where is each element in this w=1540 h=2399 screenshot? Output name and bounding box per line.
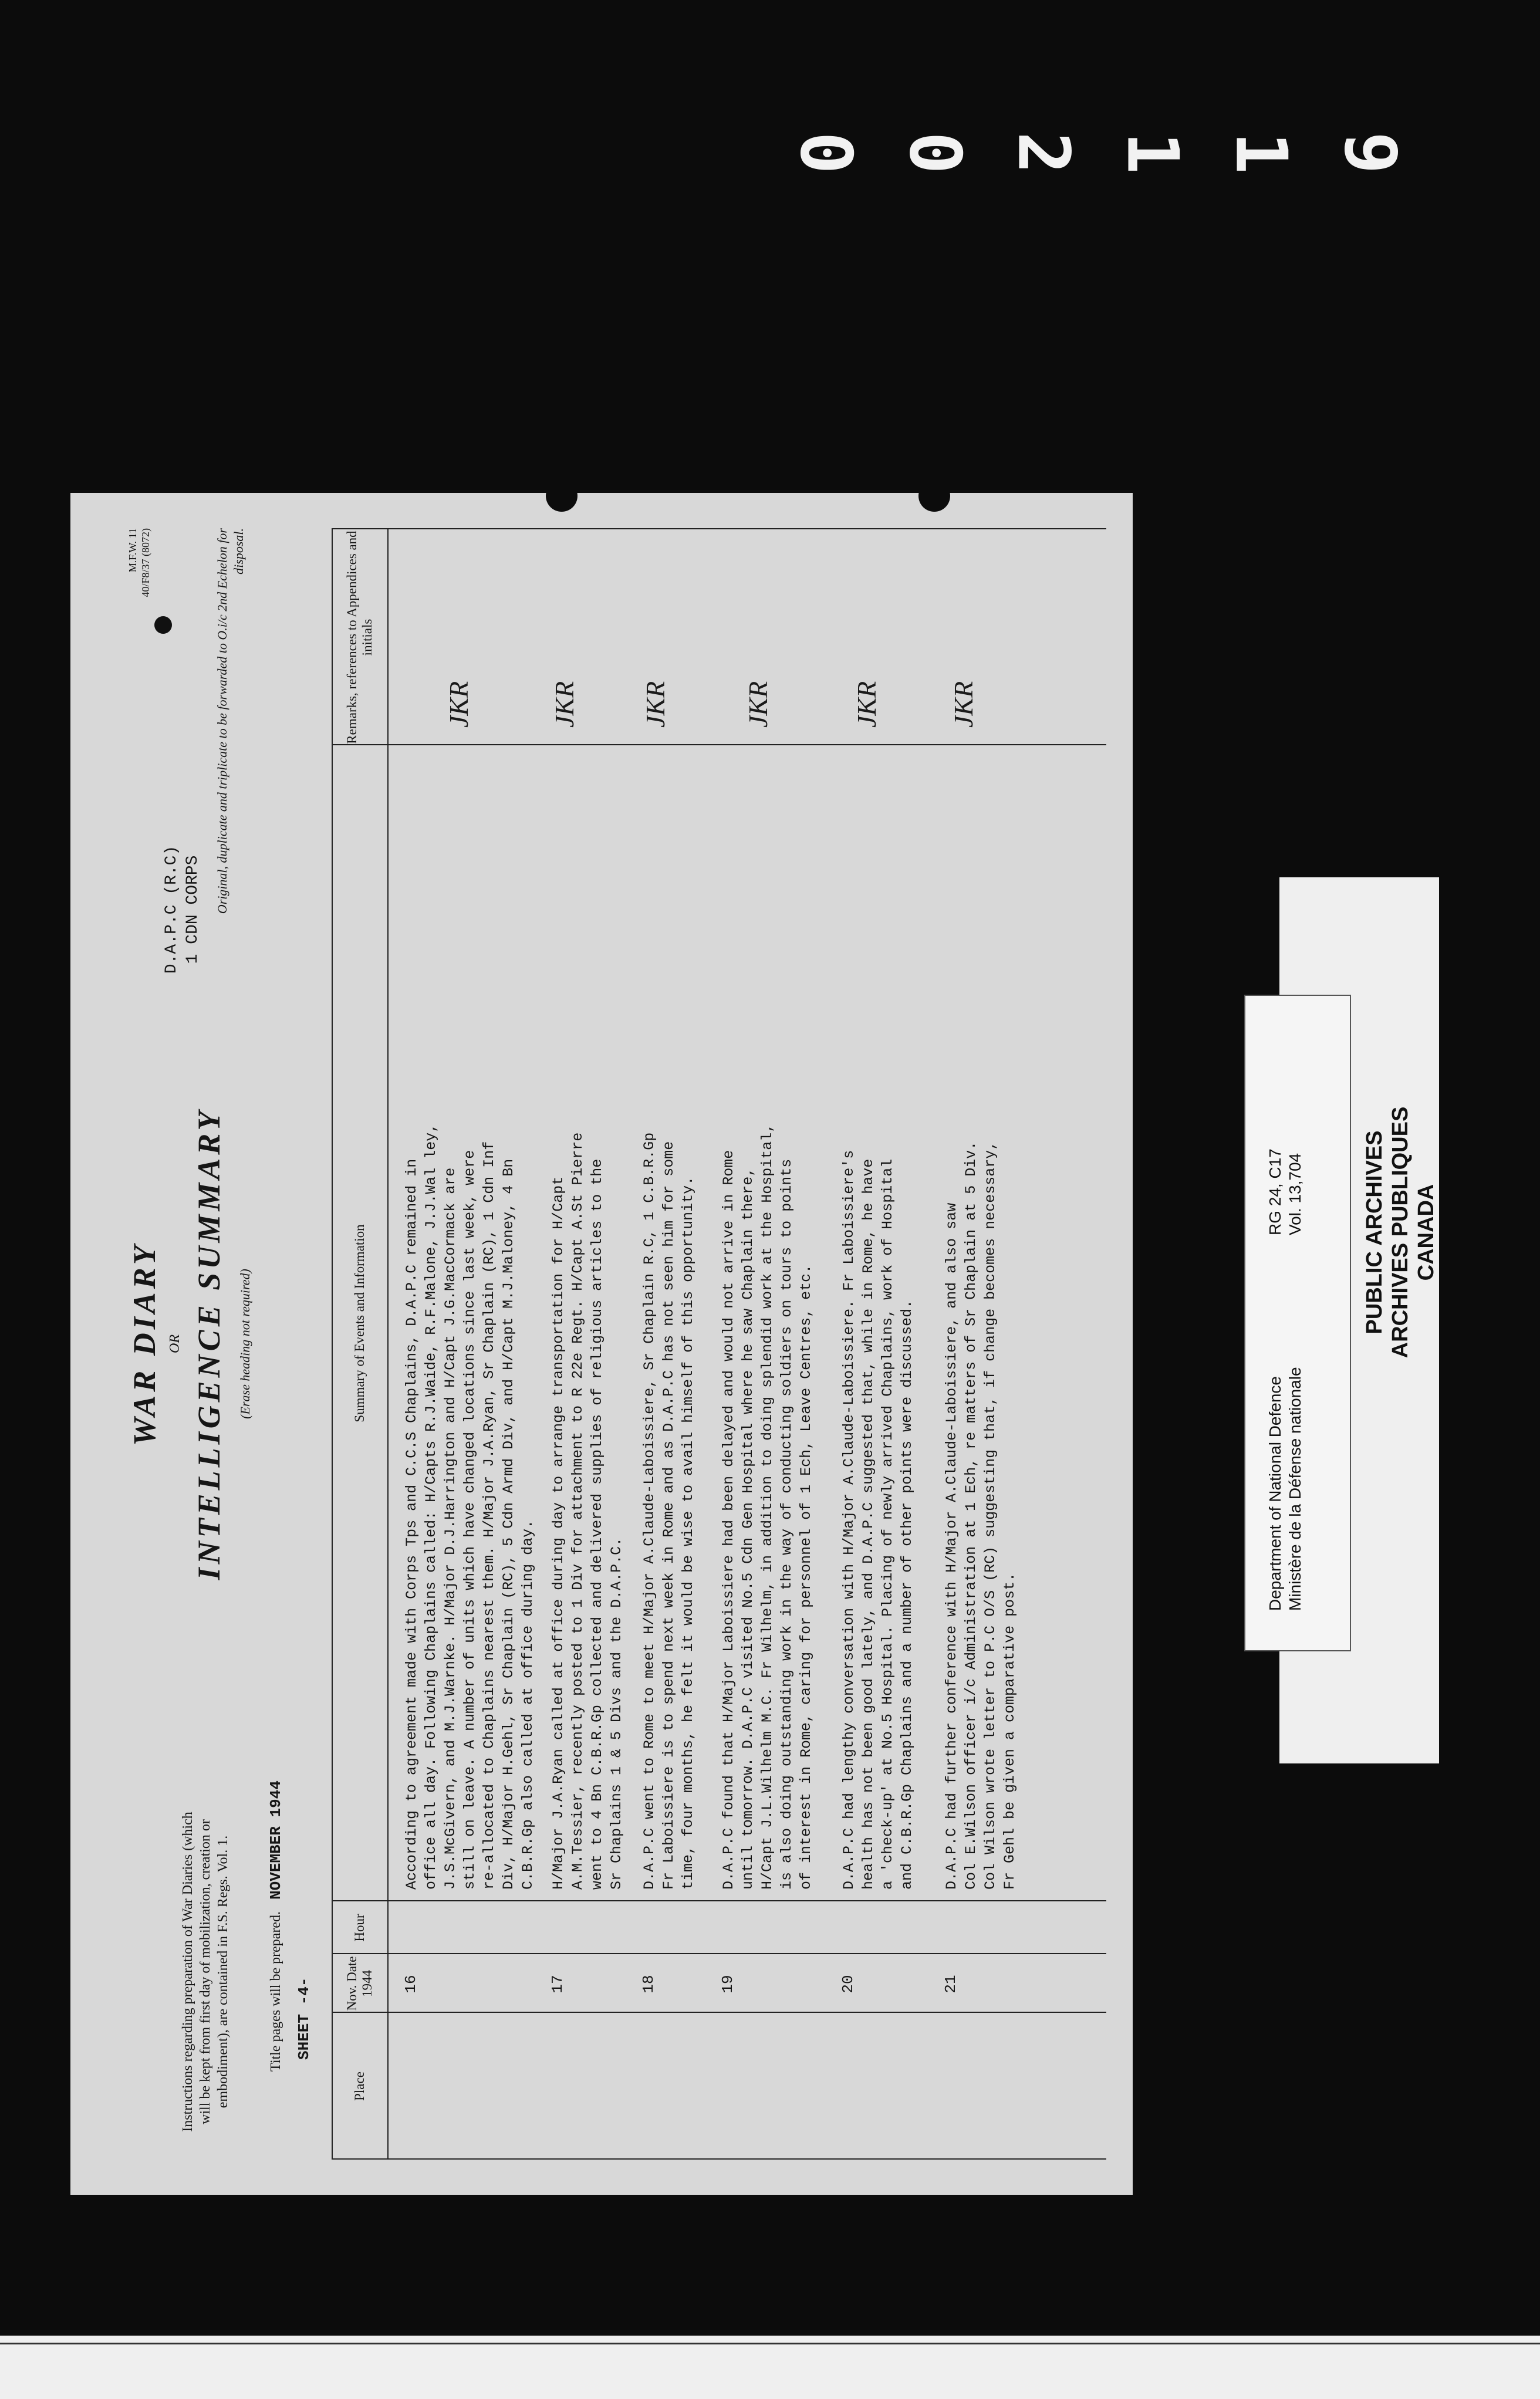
table-rule xyxy=(332,2158,1106,2160)
table-rule xyxy=(387,528,389,2160)
table-rule xyxy=(332,2012,1106,2013)
table-rule xyxy=(332,528,1106,529)
form-reference: M.F.W. 11 40/F8/37 (8072) xyxy=(127,528,151,597)
title-war-diary: WAR DIARY xyxy=(127,1242,162,1446)
frame-digit: 1 xyxy=(1220,131,1302,174)
entry-text: H/Major J.A.Ryan called at office during day to arrange transportation for H/Capt A.M.Tessier, recently posted to 1 Div for attachment to R 22e Regt. H/Capt A.St Pierre went to 4 Bn C.B.R.Gp collected and delivered supplies of religious articles to the Sr Chaplains 1 & 5 Divs and the D.A.P.C. xyxy=(550,1132,625,1890)
entry-date: 20 xyxy=(839,1975,857,1993)
column-header-summary: Summary of Events and Information xyxy=(352,1224,367,1422)
archive-label-text xyxy=(1248,1001,1348,1646)
archive-label-card xyxy=(1244,995,1351,1651)
diary-table xyxy=(332,528,1106,2160)
entry-date: 18 xyxy=(640,1975,657,1993)
frame-digit: 2 xyxy=(1002,131,1084,174)
volume-number: Vol. 13,704 xyxy=(1286,1153,1304,1235)
unit-line: 1 CDN CORPS xyxy=(184,855,202,964)
entry-initials: JKR xyxy=(444,681,474,728)
form-header xyxy=(91,528,314,2160)
table-rule xyxy=(332,1900,1106,1901)
punch-dot xyxy=(154,616,172,634)
instructions-text: Instructions regarding preparation of War Diaries (which will be kept from first day of mobilization, creation or embodiment), are contained in F.S. Regs. Vol. 1. xyxy=(180,1812,231,2132)
column-header-hour: Hour xyxy=(352,1914,367,1942)
column-header-place: Place xyxy=(352,2072,367,2101)
rotated-page-content xyxy=(85,505,1118,2183)
frame-digit: 9 xyxy=(1329,131,1411,174)
archives-stamp xyxy=(1362,1056,1455,1408)
title-pages-label: Title pages will be prepared. xyxy=(268,1911,283,2072)
entry-text: According to agreement made with Corps Tps and C.C.S Chaplains, D.A.P.C remained in office all day. Following Chaplains called: H/Capts R.J.Waide, R.F.Malone, J.J.Wal ley, J.S.McGivern, and M.J.Warnke. H/Major D.J.Harrington and H/Capt J.G.MacCormack are still on leave. A number of units which have changed locations since last week, were re-allocated to Chaplains nearest them. H/Major J.A.Ryan, Sr Chaplain (RC), 1 Cdn Inf Div, H/Major H.Gehl, Sr Chaplain (RC), 5 Cdn Armd Div, and H/Capt M.J.Maloney, 4 Bn C.B.R.Gp also called at office during day. xyxy=(403,1123,536,1890)
entry-date: 16 xyxy=(402,1975,420,1993)
entry-date: 19 xyxy=(719,1975,737,1993)
table-rule xyxy=(332,1953,1106,1954)
month-field: NOVEMBER 1944 xyxy=(267,1780,285,1900)
record-group xyxy=(1265,1148,1305,1235)
column-header-date: Nov. Date 1944 xyxy=(344,1956,374,2011)
entry-text: D.A.P.C had lengthy conversation with H/Major A.Claude-Laboissiere. Fr Laboissiere's health has not been good lately, and D.A.P.C suggested that, while in Rome, he have a 'check-up' at No.5 Hospital. Placing of newly arrived Chaplains, work of Hospital and C.B.R.Gp Chaplains and a number of other points were discussed. xyxy=(840,1150,916,1890)
frame-digit: 1 xyxy=(1111,131,1193,174)
sheet-number: SHEET -4- xyxy=(295,1977,313,2060)
frame-number xyxy=(784,117,1411,188)
entry-initials: JKR xyxy=(549,681,579,728)
entry-text: D.A.P.C went to Rome to meet H/Major A.Claude-Laboissiere, Sr Chaplain R.C, 1 C.B.R.Gp Fr Laboissiere is to spend next week in Rome and as D.A.P.C has not seen him for some time, four months, he felt it would be wise to avail himself of this opportunity. xyxy=(641,1132,697,1890)
scan-edge-line xyxy=(0,2343,1540,2344)
entry-initials: JKR xyxy=(640,681,670,728)
department-fr: Ministère de la Défense nationale xyxy=(1286,1366,1304,1611)
department-en: Department of National Defence xyxy=(1266,1376,1284,1611)
column-header-remarks: Remarks, references to Appendices and initials xyxy=(344,531,374,744)
entry-date: 17 xyxy=(549,1975,566,1993)
entry-initials: JKR xyxy=(743,681,773,728)
entry-text: D.A.P.C found that H/Major Laboissiere had been delayed and would not arrive in Rome until tomorrow. D.A.P.C visited No.5 Cdn Gen Hospital where he saw Chaplain there, H/Capt J.L.Wilhelm M.C. Fr Wilhelm, in addition to doing splendid work at the Hospital, is also doing outstanding work in the way of conducting soldiers on tours to points of interest in Rome, caring for personnel of 1 Ech, Leave Centres, etc. xyxy=(720,1123,815,1890)
table-rule xyxy=(332,744,1106,745)
unit-line: D.A.P.C (R.C) xyxy=(163,845,181,974)
entry-date: 21 xyxy=(942,1975,960,1993)
title-or: OR xyxy=(167,1334,183,1353)
entry-text: D.A.P.C had further conference with H/Major A.Claude-Laboissiere, and also saw Col E.Wilson officer i/c Administration at 1 Ech, re matters of Sr Chaplain at 5 Div. Col Wilson wrote letter to P.C O/S (RC) suggesting that, if change becomes necessary, Fr Gehl be given a comparative post. xyxy=(943,1141,1018,1890)
unit-designation xyxy=(161,786,204,1033)
archives-fr: ARCHIVES PUBLIQUES xyxy=(1388,1106,1413,1359)
frame-digit: 0 xyxy=(893,131,975,174)
title-intelligence-summary: INTELLIGENCE SUMMARY xyxy=(191,1107,227,1580)
frame-digit: 0 xyxy=(784,131,866,174)
department-name xyxy=(1265,1367,1305,1611)
archives-en: PUBLIC ARCHIVES xyxy=(1362,1130,1387,1334)
copies-note: Original, duplicate and triplicate to be forwarded to O.i/c 2nd Echelon for disposal. xyxy=(215,528,246,914)
erase-note: (Erase heading not required) xyxy=(238,1269,252,1419)
record-group-number: RG 24, C17 xyxy=(1266,1148,1284,1235)
entry-initials: JKR xyxy=(852,681,882,728)
archives-country: CANADA xyxy=(1414,1184,1438,1281)
war-diary-sheet xyxy=(70,493,1133,2195)
title-pages-line xyxy=(267,1780,285,2072)
scan-bottom-strip xyxy=(0,2336,1540,2399)
entry-initials: JKR xyxy=(948,681,978,728)
